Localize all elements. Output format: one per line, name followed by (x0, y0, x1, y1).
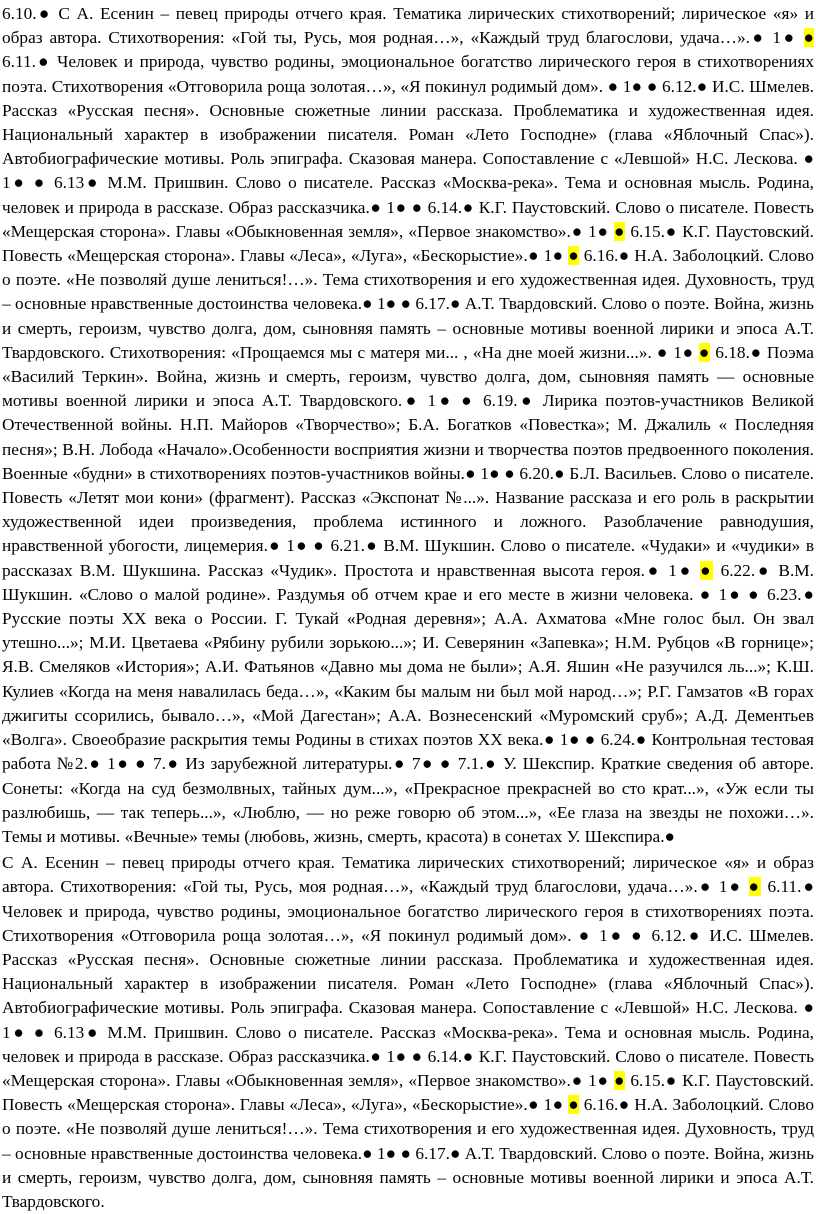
document-page (2, 0, 814, 1211)
text-run: 6.16.● Н.А. Заболоцкий. Слово о поэте. «Не позволяй душе лениться!…». Тема стихотворения и его художественная идея. Духовность, труд – основные нравственные достоинства человека.● 1● ● 6.17.● А.Т. Твардовский. Слово о поэте. Война, жизнь и смерть, героизм, чувство долга, дом, сыновняя память – основные мотивы военной лирики и эпоса А.Т. Твардовского. (2, 1095, 814, 1211)
highlighted-bullet: ● (700, 560, 714, 580)
text-run: 6.15.● К.Г. Паустовский. Повесть «Мещерская сторона». Главы «Леса», «Луга», «Бескорыстие».● 1● (2, 1070, 814, 1115)
paragraph-section-6 (2, 0, 814, 849)
text-run: 6.11.● Человек и природа, чувство родины, эмоциональное богатство лирического героя в стихотворениях поэта. Стихотворения «Отговорила роща золотая…», «Я покинул родимый дом». ● 1● ● 6.12.● И.С. Шмелев. Рассказ «Русская песня». Основные сюжетные линии рассказа. Проблематика и художественная идея. Национальный характер в изображении писателя. Роман «Лето Господне» (глава «Яблочный Спас»). Автобиографические мотивы. Роль эпиграфа. Сказовая манера. Сопоставление с «Левшой» Н.С. Лескова. ● 1● ● 6.13● М.М. Пришвин. Слово о писателе. Рассказ «Москва-река». Тема и основная мысль. Родина, человек и природа в рассказе. Образ рассказчика.● 1● ● 6.14.● К.Г. Паустовский. Слово о писателе. Повесть «Мещерская сторона». Главы «Обыкновенная земля», «Первое знакомство».● 1● (2, 877, 814, 1090)
text-run: 6.10.● С А. Есенин – певец природы отчего края. Тематика лирических стихотворений; лирическое «я» и образ автора. Стихотворения: «Гой ты, Русь, моя родная…», «Каждый труд благослови, удача…».● 1● (2, 4, 814, 48)
text-run: 6.22.● В.М. Шукшин. «Слово о малой родине». Раздумья об отчем крае и его месте в жизни человека. ● 1● ● 6.23.● Русские поэты XX века о России. Г. Тукай «Родная деревня»; А.А. Ахматова «Мне голос был. Он звал утешно...»; М.И. Цветаева «Рябину рубили зорькою...»; И. Северянин «Запевка»; Н.М. Рубцов «В горнице»; Я.В. Смеляков «История»; А.И. Фатьянов «Давно мы дома не были»; А.Я. Яшин «Не разучился ль...»; К.Ш. Кулиев «Когда на меня навалилась беда…», «Каким бы малым ни был мой народ…»; Р.Г. Гамзатов «В горах джигиты ссорились, бывало…», «Мой Дагестан»; А.А. Вознесенский «Муромский сруб»; А.Д. Дементьев «Волга». Своеобразие раскрытия темы Родины в стихах поэтов XX века.● 1● ● 6.24.● Контрольная тестовая работа №2.● 1● ● 7.● Из зарубежной литературы.● 7● ● 7.1.● У. Шекспир. Краткие сведения об авторе. Сонеты: «Когда на суд безмолвных, тайных дум...», «Прекрасное прекрасней во сто крат...», «Уж если ты разлюбишь, — так теперь...», «Люблю, — но реже говорю об этом...», «Ее глаза на звезды не похожи…». Темы и мотивы. «Вечные» темы (любовь, жизнь, смерть, красота) в сонетах У. Шекспира.● (2, 560, 814, 846)
text-run: 6.11.● Человек и природа, чувство родины, эмоциональное богатство лирического героя в стихотворениях поэта. Стихотворения «Отговорила роща золотая…», «Я покинул родимый дом». ● 1● ● 6.12.● И.С. Шмелев. Рассказ «Русская песня». Основные сюжетные линии рассказа. Проблематика и художественная идея. Национальный характер в изображении писателя. Роман «Лето Господне» (глава «Яблочный Спас»). Автобиографические мотивы. Роль эпиграфа. Сказовая манера. Сопоставление с «Левшой» Н.С. Лескова. ● 1● ● 6.13● М.М. Пришвин. Слово о писателе. Рассказ «Москва-река». Тема и основная мысль. Родина, человек и природа в рассказе. Образ рассказчика.● 1● ● 6.14.● К.Г. Паустовский. Слово о писателе. Повесть «Мещерская сторона». Главы «Обыкновенная земля», «Первое знакомство».● 1● (2, 52, 814, 241)
highlighted-bullet: ● (568, 1095, 580, 1115)
text-run: С А. Есенин – певец природы отчего края. Тематика лирических стихотворений; лирическое «я» и образ автора. Стихотворения: «Гой ты, Русь, моя родная…», «Каждый труд благослови, удача…».● 1● (2, 853, 814, 897)
text-run: 6.18.● Поэма «Василий Теркин». Война, жизнь и смерть, героизм, чувство долга, дом, сыновняя память — основные мотивы военной лирики и эпоса А.Т. Твардовского.● 1● ● 6.19.● Лирика поэтов-участников Великой Отечественной войны. Н.П. Майоров «Творчество»; Б.А. Богатков «Повестка»; М. Джалиль « Последняя песня»; В.Н. Лобода «Начало».Особенности восприятия жизни и творчества поэтов предвоенного поколения. Военные «будни» в стихотворениях поэтов-участников войны.● 1● ● 6.20.● Б.Л. Васильев. Слово о писателе. Повесть «Летят мои кони» (фрагмент). Рассказ «Экспонат №...». Название рассказа и его роль в раскрытии художественной идеи произведения, проблема истинного и ложного. Разоблачение равнодушия, нравственной убогости, лицемерия.● 1● ● 6.21.● В.М. Шукшин. Слово о писателе. «Чудаки» и «чудики» в рассказах В.М. Шукшина. Рассказ «Чудик». Простота и нравственная высота героя.● 1● (2, 342, 814, 580)
highlighted-bullet: ● (803, 28, 814, 48)
highlighted-bullet: ● (613, 1070, 626, 1090)
highlighted-bullet: ● (748, 877, 762, 897)
highlighted-bullet: ● (613, 221, 626, 241)
highlighted-bullet: ● (698, 342, 711, 362)
text-run: 6.16.● Н.А. Заболоцкий. Слово о поэте. «Не позволяй душе лениться!…». Тема стихотворения и его художественная идея. Духовность, труд – основные нравственные достоинства человека.● 1● ● 6.17.● А.Т. Твардовский. Слово о поэте. Война, жизнь и смерть, героизм, чувство долга, дом, сыновняя память – основные мотивы военной лирики и эпоса А.Т. Твардовского. Стихотворения: «Прощаемся мы с матеря ми... , «На дне моей жизни...». ● 1● (2, 246, 814, 362)
text-run: 6.15.● К.Г. Паустовский. Повесть «Мещерская сторона». Главы «Леса», «Луга», «Бескорыстие».● 1● (2, 221, 814, 266)
paragraph-section-6-repeat (2, 849, 814, 1214)
highlighted-bullet: ● (568, 246, 580, 266)
